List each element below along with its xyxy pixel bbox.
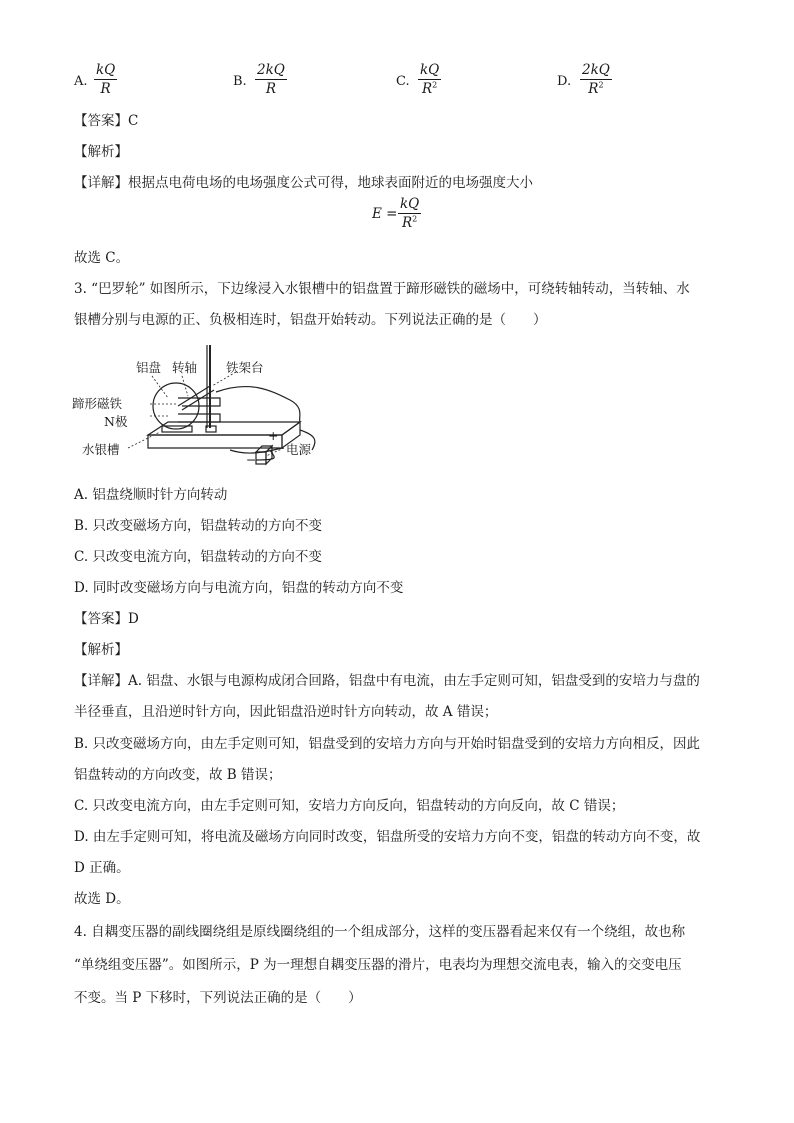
q3-detail-line-6: D. 由左手定则可知，将电流及磁场方向同时改变，铝盘所受的安培力方向不变，铝盘的转动方向不变，故 bbox=[74, 829, 701, 845]
q3-detail-line-1: 【详解】A. 铝盘、水银与电源构成闭合回路，铝盘中有电流，由左手定则可知，铝盘受到的安培力与盘的 bbox=[74, 673, 700, 689]
q2-option-d-exp: 2 bbox=[598, 80, 604, 90]
q2-option-a-num: kQ bbox=[96, 62, 116, 78]
q2-option-c-exp: 2 bbox=[432, 80, 438, 90]
figure-label-axle: 转轴 bbox=[172, 360, 198, 375]
q2-option-b-fraction[interactable] bbox=[255, 62, 287, 97]
q2-option-d-den: R bbox=[588, 81, 599, 97]
q3-detail-line-3: B. 只改变磁场方向，由左手定则可知，铝盘受到的安培力方向与开始时铝盘受到的安培力方向相反，因此 bbox=[74, 736, 701, 752]
q3-answer: 【答案】D bbox=[74, 611, 139, 627]
q2-option-b-num: 2kQ bbox=[257, 62, 285, 78]
q3-stem-line-1: 3. “巴罗轮” 如图所示，下边缘浸入水银槽中的铝盘置于蹄形磁铁的磁场中，可绕转轴转动，当转轴、水 bbox=[74, 281, 690, 297]
q2-formula-lhs: E = bbox=[372, 206, 398, 222]
figure-label-minus: − bbox=[246, 452, 257, 467]
figure-label-stand: 铁架台 bbox=[226, 360, 264, 375]
q2-option-d-letter: D. bbox=[557, 74, 572, 89]
q3-detail-line-4: 铝盘转动的方向改变，故 B 错误； bbox=[74, 767, 282, 783]
q2-option-c-letter: C. bbox=[396, 74, 410, 89]
q3-option-d[interactable]: D. 同时改变磁场方向与电流方向，铝盘的转动方向不变 bbox=[74, 580, 404, 596]
figure-label-magnet: 蹄形磁铁 bbox=[72, 396, 123, 411]
q2-option-d-fraction[interactable] bbox=[580, 62, 612, 97]
q3-option-b[interactable]: B. 只改变磁场方向，铝盘转动的方向不变 bbox=[74, 518, 323, 534]
q3-option-c[interactable]: C. 只改变电流方向，铝盘转动的方向不变 bbox=[74, 549, 322, 565]
figure-label-trough: 水银槽 bbox=[82, 442, 120, 457]
q2-option-a-den: R bbox=[100, 81, 111, 97]
figure-label-disk: 铝盘 bbox=[136, 360, 162, 375]
q2-option-b-letter: B. bbox=[233, 74, 247, 89]
q2-conclusion: 故选 C。 bbox=[74, 250, 130, 266]
barlow-wheel-figure bbox=[70, 340, 330, 470]
q2-formula-exp: 2 bbox=[412, 214, 418, 224]
q3-analysis-heading: 【解析】 bbox=[74, 642, 128, 658]
q4-stem-line-3: 不变。当 P 下移时，下列说法正确的是（ ） bbox=[74, 990, 362, 1006]
q2-formula-num: kQ bbox=[400, 196, 420, 212]
q3-detail-line-2: 半径垂直，且沿逆时针方向，因此铝盘沿逆时针方向转动，故 A 错误； bbox=[74, 704, 498, 720]
q2-option-b-den: R bbox=[265, 81, 276, 97]
q2-option-c-den: R bbox=[421, 81, 433, 97]
q2-answer: 【答案】C bbox=[74, 113, 139, 129]
q4-stem-line-2: “单绕组变压器”。如图所示，P 为一理想自耦变压器的滑片，电表均为理想交流电表，输入的交变电压 bbox=[74, 957, 682, 973]
q3-detail-line-7: D 正确。 bbox=[74, 860, 130, 876]
q3-stem-line-2: 银槽分别与电源的正、负极相连时，铝盘开始转动。下列说法正确的是（ ） bbox=[74, 312, 547, 328]
q2-formula-den: R bbox=[401, 215, 413, 231]
q3-option-a[interactable]: A. 铝盘绕顺时针方向转动 bbox=[74, 487, 228, 503]
q2-formula-fraction bbox=[398, 196, 421, 231]
figure-label-power: 电源 bbox=[286, 442, 312, 457]
figure-label-plus: + bbox=[268, 428, 279, 443]
q2-analysis-heading: 【解析】 bbox=[74, 144, 128, 160]
q3-conclusion: 故选 D。 bbox=[74, 891, 130, 907]
figure-label-npole: N极 bbox=[104, 414, 128, 429]
q2-option-c-num: kQ bbox=[420, 62, 440, 78]
q2-option-c-fraction[interactable] bbox=[418, 62, 441, 97]
q2-detail: 【详解】根据点电荷电场的电场强度公式可得，地球表面附近的电场强度大小 bbox=[74, 175, 533, 191]
q2-option-d-num: 2kQ bbox=[582, 62, 610, 78]
q2-option-a-letter: A. bbox=[74, 74, 88, 89]
q2-option-a-fraction[interactable] bbox=[94, 62, 117, 97]
q4-stem-line-1: 4. 自耦变压器的副线圈绕组是原线圈绕组的一个组成部分，这样的变压器看起来仅有一个绕组，故也称 bbox=[74, 924, 686, 940]
q3-detail-line-5: C. 只改变电流方向，由左手定则可知，安培力方向反向，铝盘转动的方向反向，故 C 错误； bbox=[74, 798, 625, 814]
